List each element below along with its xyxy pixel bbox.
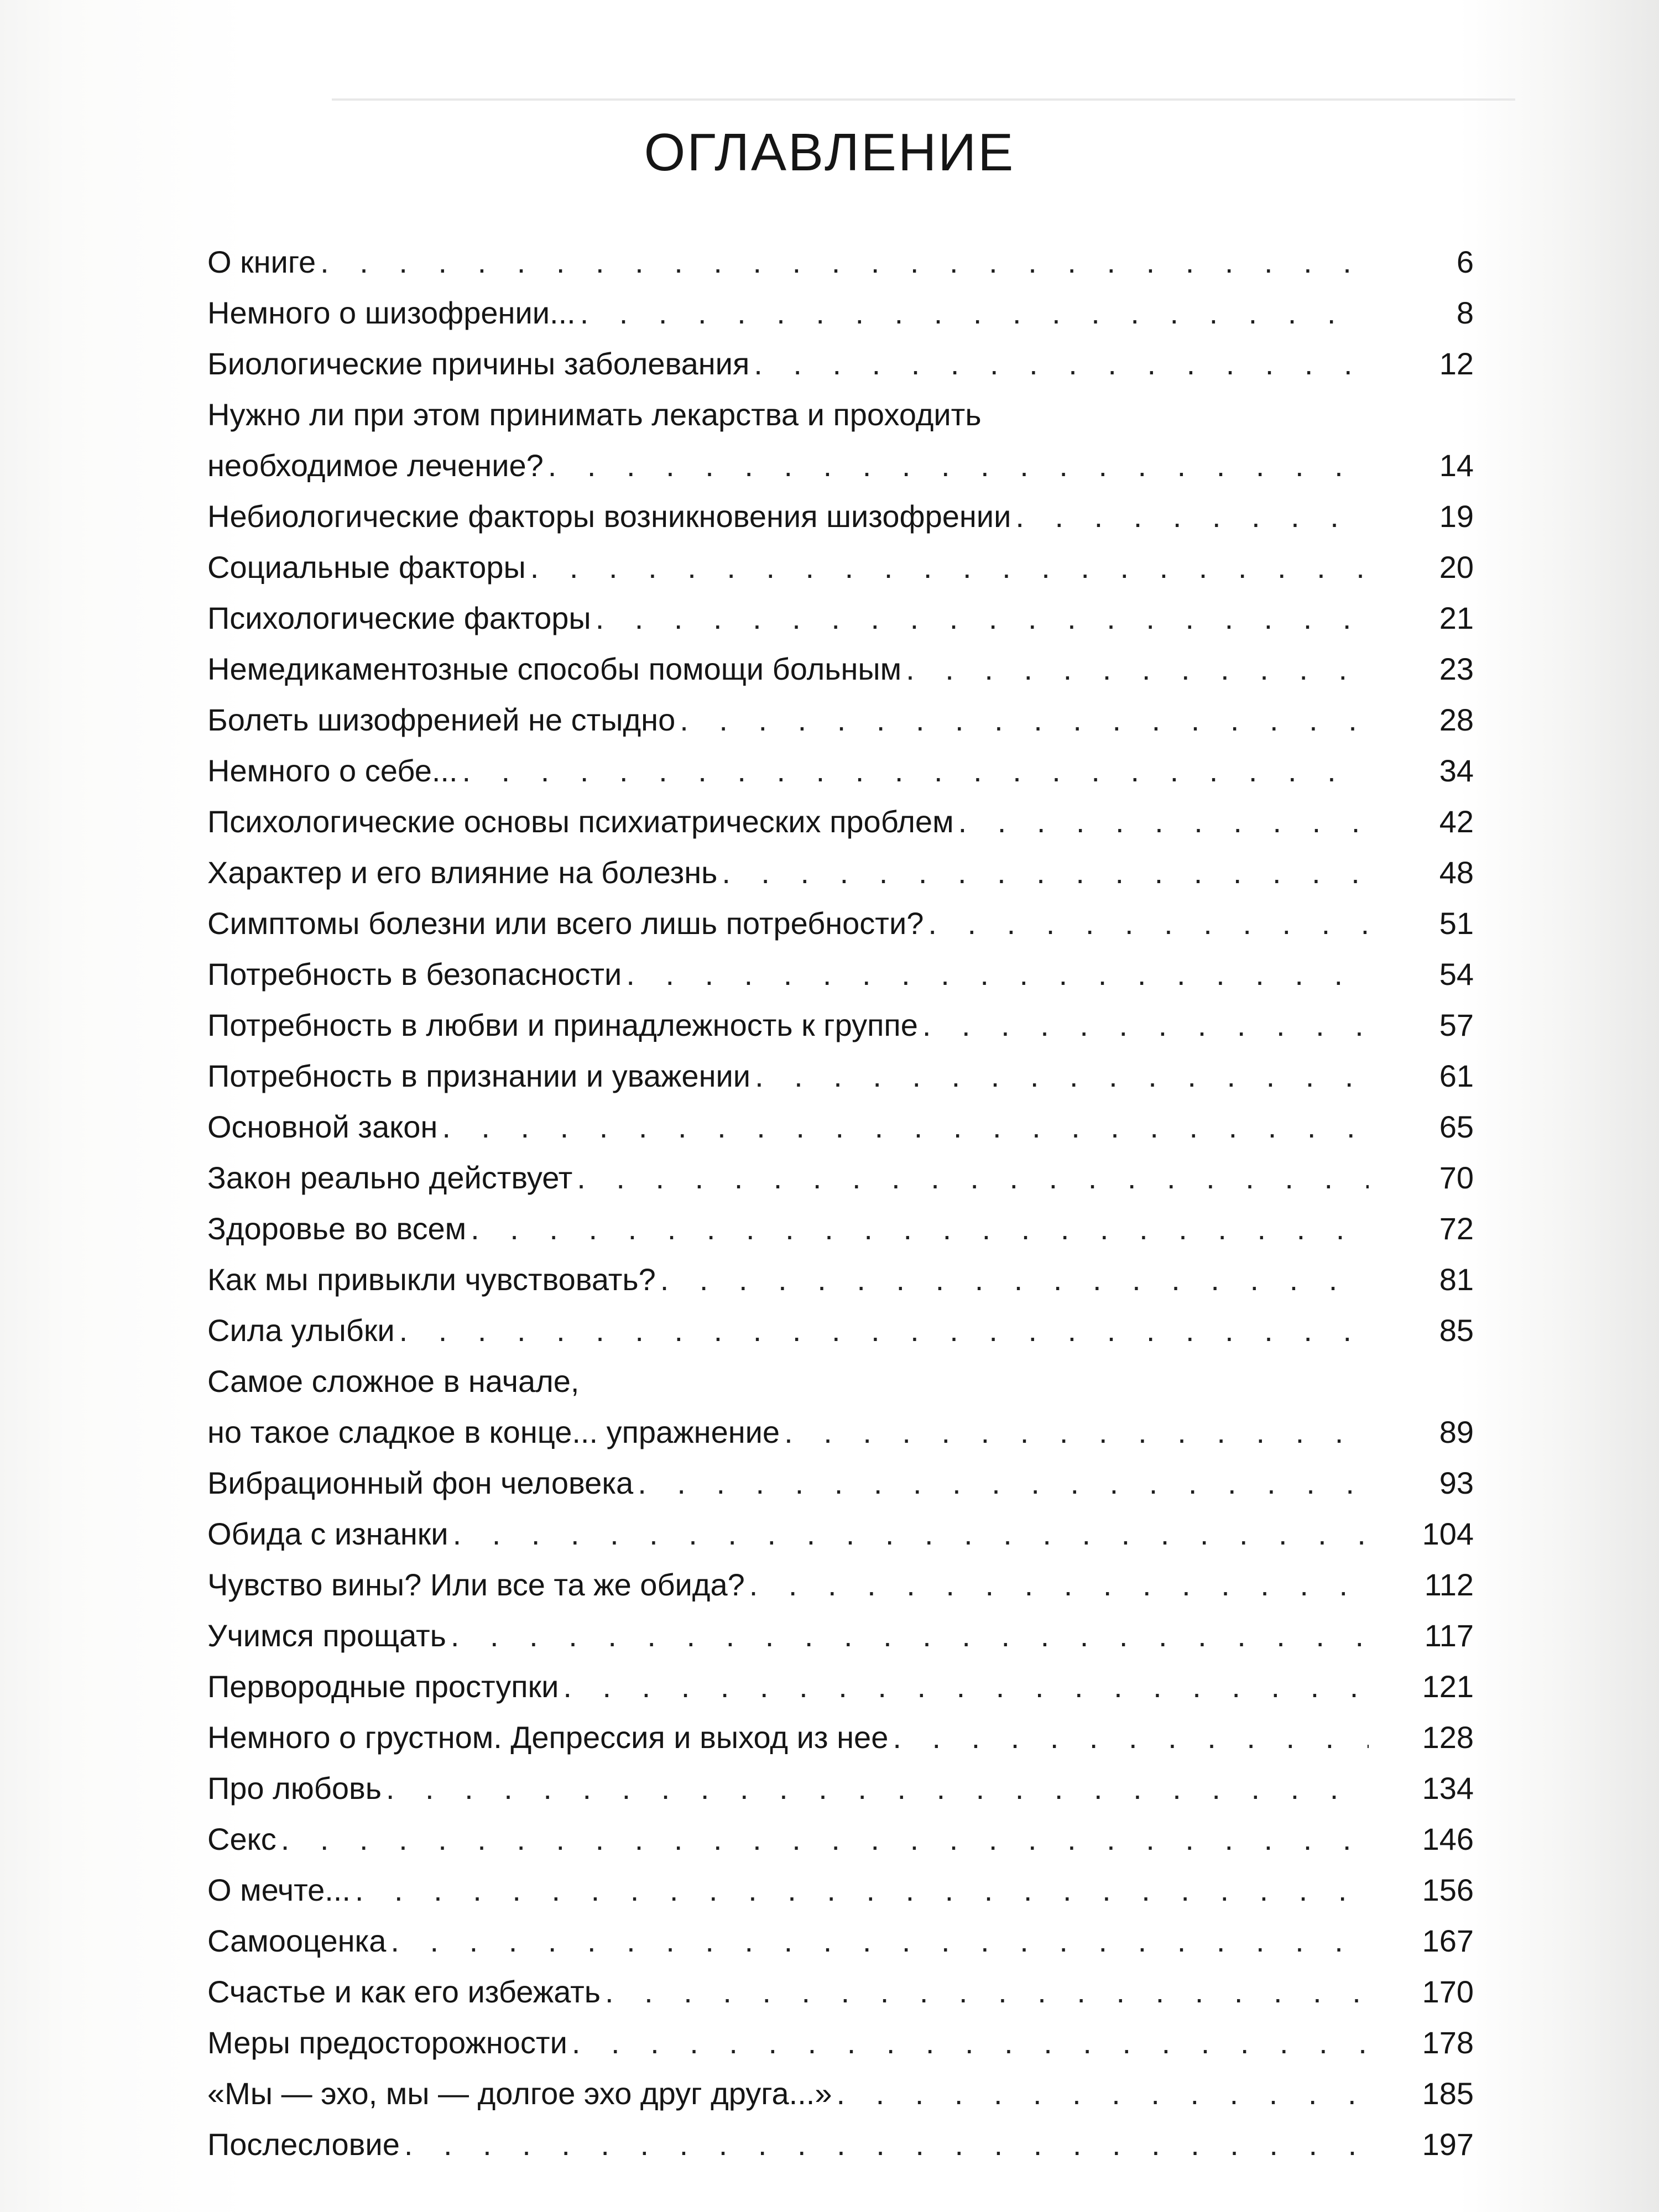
toc-entry-page-number: 146 bbox=[1422, 1822, 1474, 1856]
toc-entry bbox=[207, 1610, 1474, 1661]
toc-entry-title: Немедикаментозные способы помощи больным bbox=[207, 651, 902, 686]
toc-entry bbox=[207, 237, 1474, 288]
dot-leader bbox=[832, 2068, 1369, 2119]
toc-entry-page-number: 48 bbox=[1439, 855, 1474, 890]
toc-entry-title: Потребность в любви и принадлежность к группе bbox=[207, 1008, 918, 1042]
toc-entry-title: Вибрационный фон человека bbox=[207, 1465, 634, 1500]
dot-leader bbox=[400, 2119, 1369, 2170]
toc-entry bbox=[207, 1814, 1474, 1865]
dot-leader bbox=[780, 1407, 1369, 1458]
toc-entry-page-number: 61 bbox=[1439, 1058, 1474, 1093]
dot-leader bbox=[526, 542, 1369, 593]
dot-leader bbox=[544, 440, 1369, 491]
toc-entry bbox=[207, 1152, 1474, 1203]
dot-leader bbox=[750, 1051, 1369, 1102]
toc-entry-page-number: 12 bbox=[1439, 346, 1474, 381]
toc-entry-page-number: 134 bbox=[1422, 1771, 1474, 1806]
toc-entry-page-number: 21 bbox=[1439, 601, 1474, 635]
toc-entry bbox=[207, 2017, 1474, 2068]
toc-entry-page-number: 156 bbox=[1422, 1872, 1474, 1907]
toc-entry bbox=[207, 389, 1474, 491]
dot-leader bbox=[717, 847, 1369, 898]
dot-leader bbox=[888, 1712, 1369, 1763]
toc-entry bbox=[207, 1305, 1474, 1356]
toc-entry-page-number: 14 bbox=[1439, 448, 1474, 483]
dot-leader bbox=[437, 1102, 1369, 1152]
toc-entry-title: Чувство вины? Или все та же обида? bbox=[207, 1567, 745, 1602]
dot-leader bbox=[386, 1916, 1369, 1966]
toc-entry-page-number: 42 bbox=[1439, 804, 1474, 839]
toc-entry bbox=[207, 593, 1474, 644]
toc-entry-page-number: 81 bbox=[1439, 1262, 1474, 1297]
dot-leader bbox=[633, 1458, 1369, 1509]
toc-entry bbox=[207, 1254, 1474, 1305]
toc-entry-page-number: 19 bbox=[1439, 499, 1474, 534]
toc-entry-page-number: 93 bbox=[1439, 1465, 1474, 1500]
toc-entry-page-number: 51 bbox=[1439, 906, 1474, 941]
dot-leader bbox=[572, 1152, 1369, 1203]
toc-entry-page-number: 112 bbox=[1424, 1567, 1474, 1602]
toc-entry-title: Характер и его влияние на болезнь bbox=[207, 855, 718, 890]
toc-entry bbox=[207, 1509, 1474, 1559]
toc-entry-page-number: 72 bbox=[1439, 1211, 1474, 1246]
toc-entry-title: Основной закон bbox=[207, 1109, 438, 1144]
toc-entry bbox=[207, 1203, 1474, 1254]
toc-entry-title: Обида с изнанки bbox=[207, 1516, 448, 1551]
dot-leader bbox=[382, 1763, 1369, 1814]
toc-entry-page-number: 121 bbox=[1422, 1669, 1474, 1704]
toc-entry-title: Психологические основы психиатрических проблем bbox=[207, 804, 954, 839]
toc-entry-page-number: 54 bbox=[1439, 957, 1474, 992]
toc-entry-title: Самое сложное в начале, bbox=[207, 1364, 580, 1399]
dot-leader bbox=[446, 1610, 1369, 1661]
toc-entry bbox=[207, 1051, 1474, 1102]
toc-entry-title: О книге bbox=[207, 244, 316, 279]
toc-entry-page-number: 104 bbox=[1422, 1516, 1474, 1551]
dot-leader bbox=[675, 695, 1369, 745]
toc-entry-page-number: 57 bbox=[1439, 1008, 1474, 1042]
toc-entry bbox=[207, 2068, 1474, 2119]
dot-leader bbox=[458, 745, 1369, 796]
toc-entry-page-number: 34 bbox=[1439, 753, 1474, 788]
toc-entry bbox=[207, 1712, 1474, 1763]
toc-entry-title: Первородные проступки bbox=[207, 1669, 559, 1704]
toc-entry-title: Биологические причины заболевания bbox=[207, 346, 750, 381]
dot-leader bbox=[448, 1509, 1369, 1559]
dot-leader bbox=[601, 1966, 1369, 2017]
toc-entry-title: необходимое лечение? bbox=[207, 448, 544, 483]
toc-entry-title: Потребность в признании и уважении bbox=[207, 1058, 751, 1093]
toc-entry-page-number: 167 bbox=[1422, 1923, 1474, 1958]
show-through-rule bbox=[332, 98, 1515, 101]
toc-entry-page-number: 8 bbox=[1456, 295, 1474, 330]
toc-entry bbox=[207, 1356, 1474, 1458]
toc-entry-page-number: 117 bbox=[1424, 1618, 1474, 1653]
toc-entry-page-number: 65 bbox=[1439, 1109, 1474, 1144]
toc-entry-title: Сила улыбки bbox=[207, 1313, 395, 1348]
dot-leader bbox=[745, 1559, 1369, 1610]
toc-entry-title: «Мы — эхо, мы — долгое эхо друг друга...» bbox=[207, 2076, 832, 2111]
toc-entry bbox=[207, 949, 1474, 1000]
dot-leader bbox=[576, 288, 1369, 338]
toc-entry-page-number: 23 bbox=[1439, 651, 1474, 686]
toc-entry-title: Самооценка bbox=[207, 1923, 387, 1958]
dot-leader bbox=[395, 1305, 1369, 1356]
toc-entry bbox=[207, 491, 1474, 542]
toc-entry-title: Психологические факторы bbox=[207, 601, 591, 635]
toc-entry-title: Послесловие bbox=[207, 2127, 400, 2162]
dot-leader bbox=[559, 1661, 1369, 1712]
toc-entry-page-number: 85 bbox=[1439, 1313, 1474, 1348]
toc-entry-title: Болеть шизофренией не стыдно bbox=[207, 702, 676, 737]
toc-entry bbox=[207, 1458, 1474, 1509]
toc-entry-title: Секс bbox=[207, 1822, 276, 1856]
toc-entry-title: Немного о грустном. Депрессия и выход из нее bbox=[207, 1720, 889, 1755]
toc-entry bbox=[207, 1916, 1474, 1966]
toc-entry-title: Симптомы болезни или всего лишь потребности? bbox=[207, 906, 924, 941]
toc-entry bbox=[207, 847, 1474, 898]
toc-entry-page-number: 128 bbox=[1422, 1720, 1474, 1755]
toc-entry-title: Немного о шизофрении... bbox=[207, 295, 576, 330]
toc-entry bbox=[207, 542, 1474, 593]
dot-leader bbox=[466, 1203, 1369, 1254]
toc-entry-page-number: 185 bbox=[1422, 2076, 1474, 2111]
toc-entry-title: Потребность в безопасности bbox=[207, 957, 622, 992]
toc-entry bbox=[207, 796, 1474, 847]
toc-entry bbox=[207, 338, 1474, 389]
dot-leader bbox=[749, 338, 1369, 389]
dot-leader bbox=[954, 796, 1369, 847]
toc-entry-title: Нужно ли при этом принимать лекарства и проходить bbox=[207, 397, 982, 432]
toc-entry bbox=[207, 1966, 1474, 2017]
toc-entry bbox=[207, 1102, 1474, 1152]
toc-entry-page-number: 20 bbox=[1439, 550, 1474, 585]
toc-entry-page-number: 6 bbox=[1456, 244, 1474, 279]
dot-leader bbox=[656, 1254, 1369, 1305]
toc-entry bbox=[207, 1559, 1474, 1610]
toc-entry-page-number: 178 bbox=[1422, 2025, 1474, 2060]
toc-entry-title: Счастье и как его избежать bbox=[207, 1974, 601, 2009]
toc-entry bbox=[207, 644, 1474, 695]
dot-leader bbox=[316, 237, 1369, 288]
toc-entry bbox=[207, 745, 1474, 796]
toc-entry-page-number: 28 bbox=[1439, 702, 1474, 737]
dot-leader bbox=[591, 593, 1369, 644]
toc-entry bbox=[207, 288, 1474, 338]
toc-entry-page-number: 89 bbox=[1439, 1415, 1474, 1449]
dot-leader bbox=[1011, 491, 1369, 542]
page-title: ОГЛАВЛЕНИЕ bbox=[644, 123, 1015, 182]
dot-leader bbox=[351, 1865, 1369, 1916]
toc-entry-title: но такое сладкое в конце... упражнение bbox=[207, 1415, 780, 1449]
toc-entry-title: Немного о себе... bbox=[207, 753, 458, 788]
toc-entry bbox=[207, 1865, 1474, 1916]
toc-entry bbox=[207, 1661, 1474, 1712]
toc-entry bbox=[207, 898, 1474, 949]
dot-leader bbox=[918, 1000, 1369, 1051]
toc-entry-title: Как мы привыкли чувствовать? bbox=[207, 1262, 656, 1297]
toc-entry-title: Меры предосторожности bbox=[207, 2025, 567, 2060]
toc-entry bbox=[207, 1000, 1474, 1051]
toc-entry-title: Социальные факторы bbox=[207, 550, 526, 585]
toc-entry-title: Небиологические факторы возникновения шизофрении bbox=[207, 499, 1011, 534]
toc-entry bbox=[207, 695, 1474, 745]
toc-entry-title: Здоровье во всем bbox=[207, 1211, 467, 1246]
table-of-contents bbox=[207, 237, 1474, 2170]
toc-entry bbox=[207, 2119, 1474, 2170]
toc-entry-page-number: 197 bbox=[1422, 2127, 1474, 2162]
dot-leader bbox=[567, 2017, 1369, 2068]
toc-entry-title: Учимся прощать bbox=[207, 1618, 446, 1653]
toc-entry-page-number: 70 bbox=[1439, 1160, 1474, 1195]
toc-entry-title: О мечте... bbox=[207, 1872, 351, 1907]
dot-leader bbox=[622, 949, 1369, 1000]
dot-leader bbox=[901, 644, 1369, 695]
toc-entry-page-number: 170 bbox=[1422, 1974, 1474, 2009]
toc-entry-title: Закон реально действует bbox=[207, 1160, 573, 1195]
dot-leader bbox=[924, 898, 1369, 949]
dot-leader bbox=[276, 1814, 1369, 1865]
toc-entry-title: Про любовь bbox=[207, 1771, 382, 1806]
toc-entry bbox=[207, 1763, 1474, 1814]
